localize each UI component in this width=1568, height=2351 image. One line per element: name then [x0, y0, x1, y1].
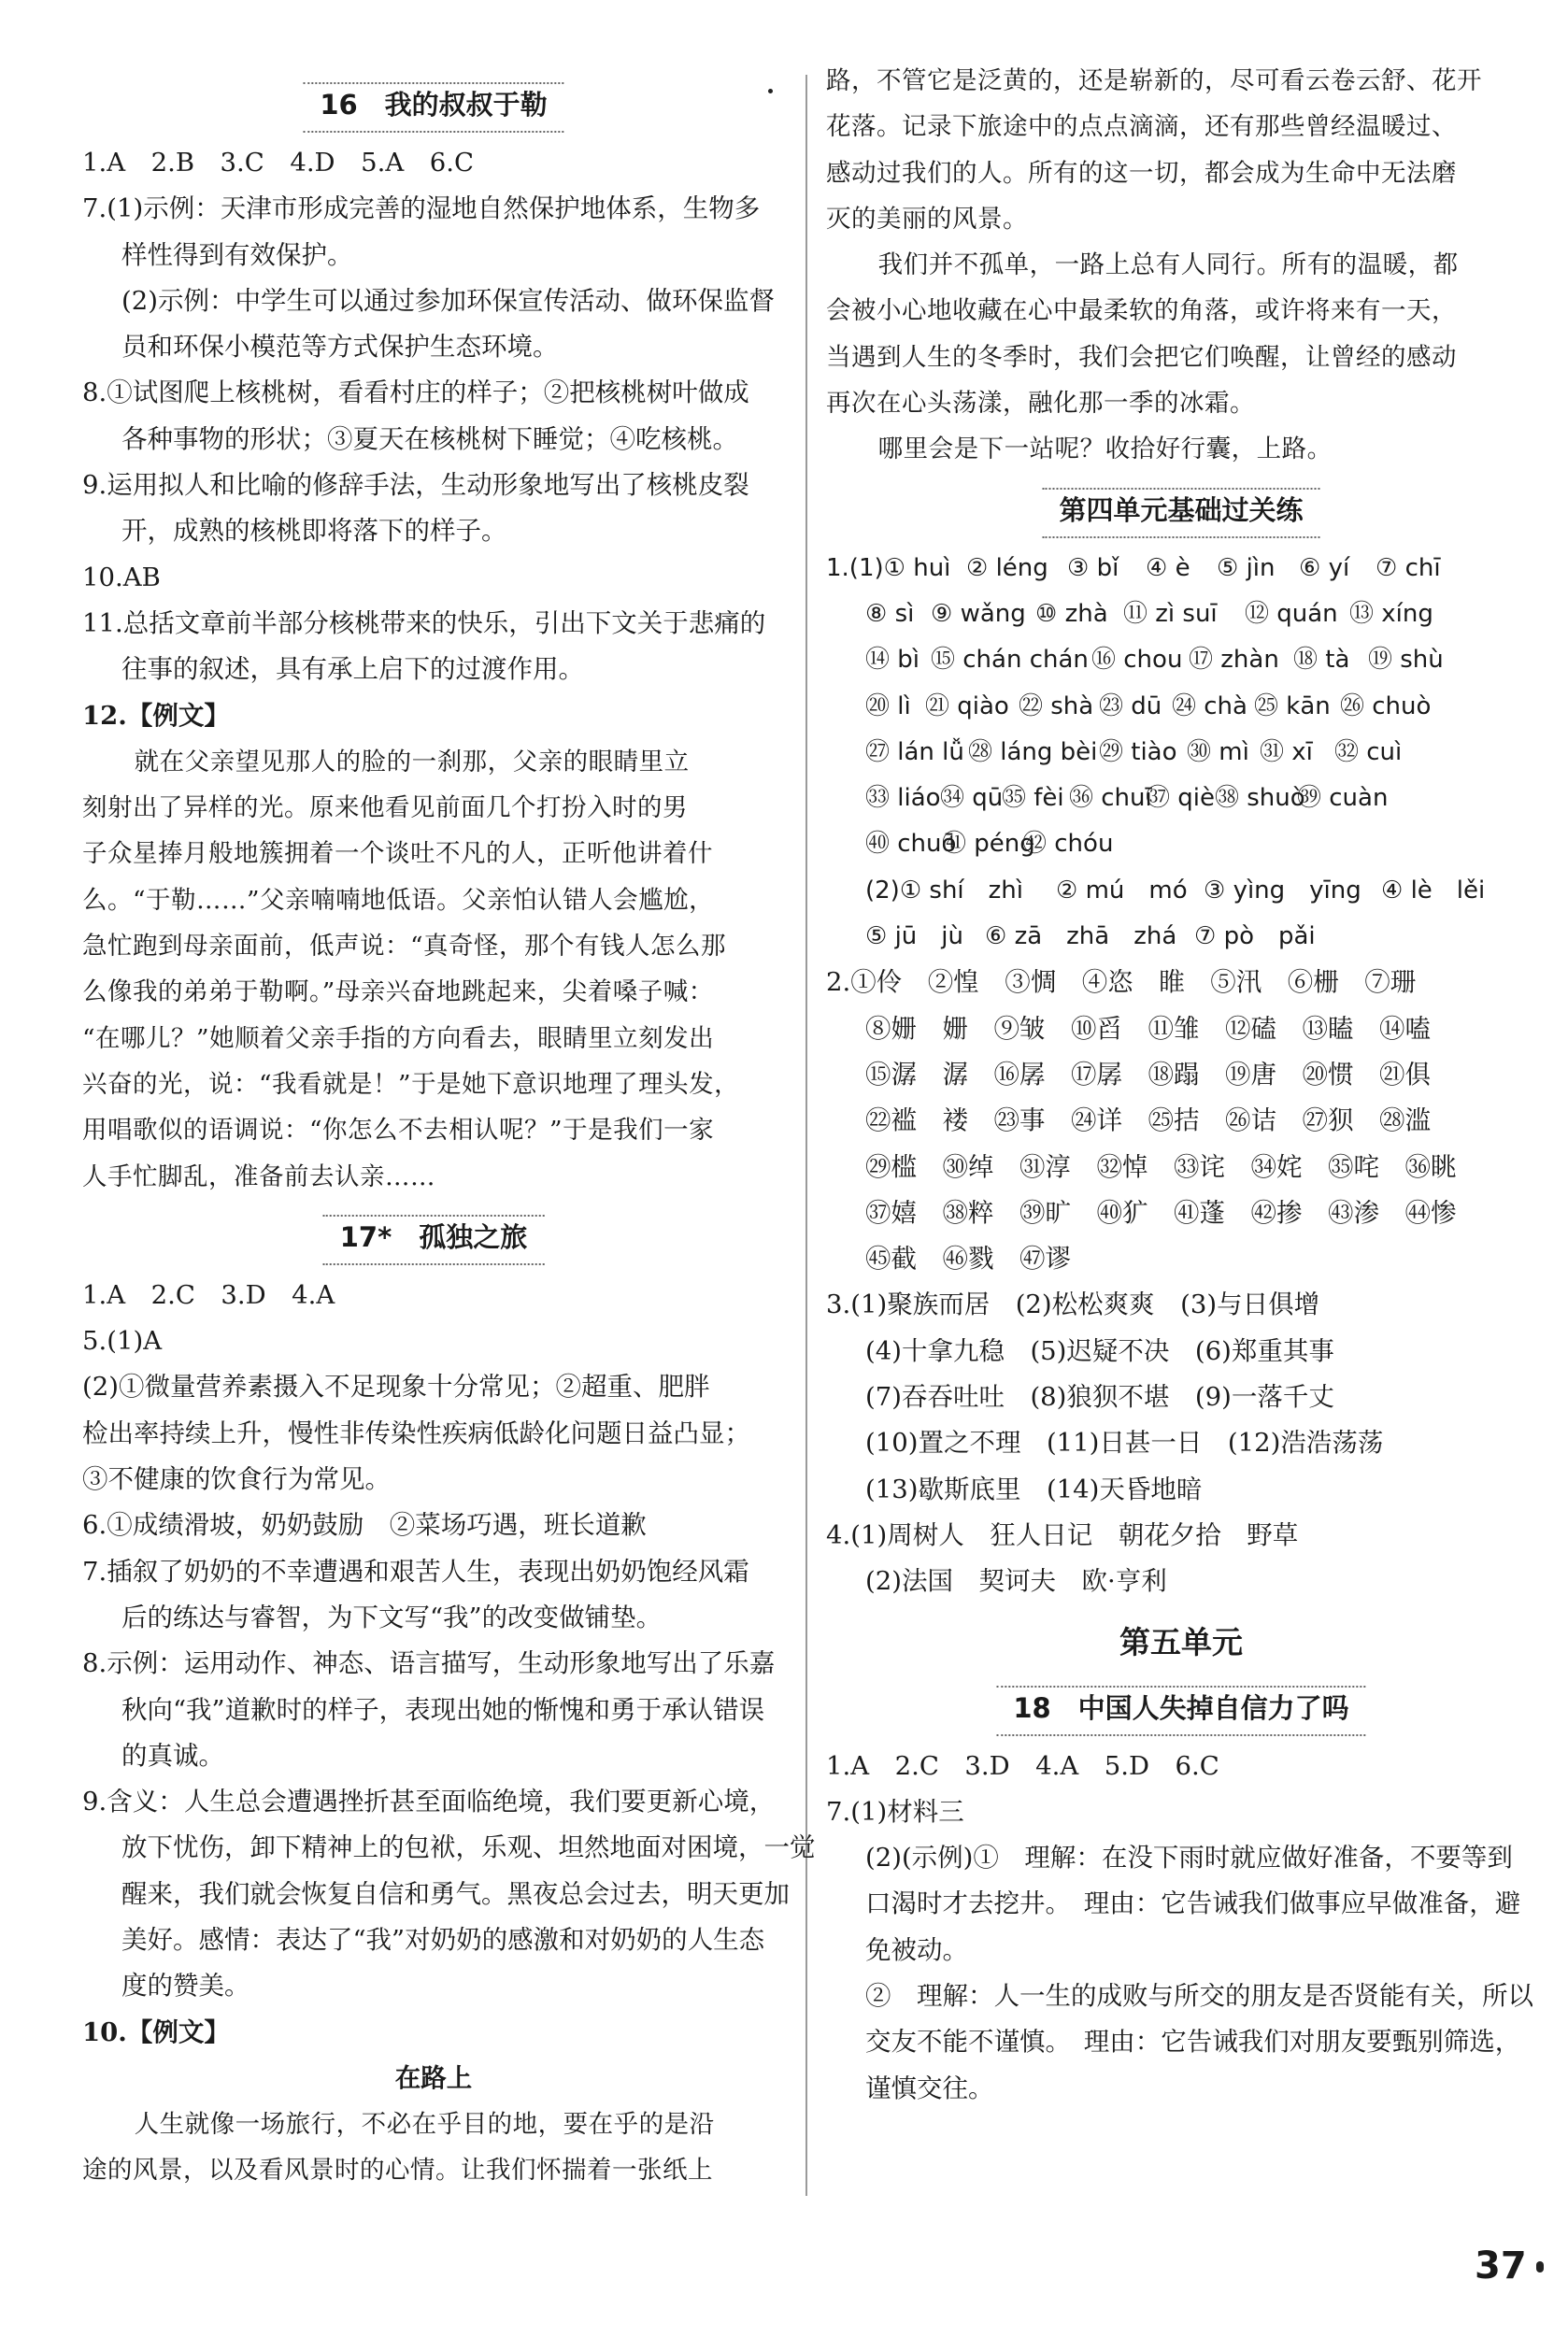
pinyin-row: [826, 776, 1536, 821]
answer-line: 7.(1)示例：天津市形成完善的湿地自然保护地体系，生物多: [82, 193, 761, 224]
answer-line: ⑧姗 姗 ⑨皱 ⑩舀 ⑪雏 ⑫磕 ⑬瞌 ⑭嗑: [865, 1013, 1431, 1044]
essay-line: 感动过我们的人。所有的这一切，都会成为生命中无法磨: [826, 158, 1457, 188]
page-marker: [1536, 2261, 1544, 2273]
essay-line: 兴奋的光，说：“我看就是！”于是她下意识地理了理头发，: [82, 1069, 740, 1099]
answer-line: 3.(1)聚族而居 (2)松松爽爽 (3)与日俱增: [826, 1289, 1320, 1320]
answer-line: (13)歇斯底里 (14)天昏地暗: [865, 1474, 1203, 1504]
answer-line: (2)①微量营养素摄入不足现象十分常见；②超重、肥胖: [82, 1372, 710, 1403]
pinyin-item: ㊵ chuō: [865, 830, 957, 859]
section-title: 18 中国人失掉自信力了吗: [996, 1686, 1365, 1736]
pinyin-item: ㊷ chóu: [1022, 830, 1114, 859]
section-17-header: [82, 1211, 785, 1267]
pinyin-item: ㉖ chuò: [1340, 691, 1432, 720]
pinyin-item: ⑫ quán: [1245, 599, 1338, 628]
answer-line: ㊺截 ㊻戮 ㊼谬: [865, 1244, 1071, 1275]
pinyin-item: ⑦ chī: [1376, 553, 1441, 582]
pinyin-item: ⑯ chou: [1091, 646, 1183, 675]
pinyin-row: [826, 730, 1536, 776]
pinyin-row: [826, 591, 1536, 637]
answer-line: 6.①成绩滑坡，奶奶鼓励 ②菜场巧遇，班长道歉: [82, 1510, 647, 1541]
pinyin-row: [826, 546, 1536, 591]
section-16-header: [82, 78, 785, 135]
answer-line: 9.含义：人生总会遭遇挫折甚至面临绝境，我们要更新心境，: [82, 1787, 776, 1817]
answer-line: (7)吞吞吐吐 (8)狼狈不堪 (9)一落千丈: [865, 1382, 1334, 1413]
answer-line: 9.运用拟人和比喻的修辞手法，生动形象地写出了核桃皮裂: [82, 470, 749, 501]
pinyin-item: ㉓ dū: [1099, 691, 1162, 720]
essay-line: 我们并不孤单，一路上总有人同行。所有的温暖，都: [877, 250, 1459, 280]
answer-line: 员和环保小模范等方式保护生态环境。: [121, 332, 559, 363]
pinyin-item: ㉕ kān: [1254, 691, 1331, 720]
pinyin-item: ⑰ zhàn: [1189, 646, 1279, 675]
answer-line: 11.总括文章前半部分核桃带来的快乐，引出下文关于悲痛的: [82, 607, 766, 638]
answer-line: ㉒褴 褛 ㉓事 ㉔详 ㉕拮 ㉖诘 ㉗狈 ㉘滥: [865, 1105, 1431, 1136]
pinyin-item: ㉙ tiào: [1099, 737, 1177, 766]
answer-line: 10.【例文】: [82, 2016, 230, 2047]
pinyin-item: (2)① shí zhì: [865, 876, 1024, 905]
pinyin-item: ⑥ yí: [1299, 553, 1350, 582]
unit-4-header: [826, 484, 1536, 540]
answer-line: 放下忧伤，卸下精神上的包袱，乐观、坦然地面对困境，一觉: [121, 1832, 816, 1863]
essay-line: 么。“于勒……”父亲喃喃地低语。父亲怕认错人会尴尬，: [82, 885, 715, 915]
answer-line: ㉙槛 ㉚绰 ㉛淳 ㉜悼 ㉝诧 ㉞姹 ㉟咤 ㊱眺: [865, 1151, 1457, 1182]
answer-line: 1.A 2.C 3.D 4.A: [82, 1279, 335, 1310]
pinyin-item: ㉔ chà: [1172, 691, 1247, 720]
essay-line: 路，不管它是泛黄的，还是崭新的，尽可看云卷云舒、花开: [826, 66, 1482, 95]
pinyin-item: ㉝ liáo: [865, 784, 941, 813]
pinyin-item: ⑱ tà: [1293, 646, 1350, 675]
pinyin-item: ㉛ xī: [1260, 737, 1313, 766]
answer-line: ⑮潺 潺 ⑯孱 ⑰孱 ⑱蹋 ⑲唐 ⑳惯 ㉑俱: [865, 1059, 1431, 1090]
pinyin-item: ㊲ qiè: [1146, 784, 1215, 813]
pinyin-row: [826, 914, 1536, 960]
answer-line: 5.(1)A: [82, 1326, 163, 1357]
answer-line: (2)示例：中学生可以通过参加环保宣传活动、做环保监督: [121, 285, 775, 316]
essay-line: 用唱歌似的语调说：“你怎么不去相认呢？”于是我们一家: [82, 1116, 715, 1146]
pinyin-row: [826, 637, 1536, 683]
pinyin-item: ㉘ láng bèi: [968, 737, 1098, 766]
section-title: 17* 孤独之旅: [323, 1215, 545, 1265]
pinyin-item: ㉟ fèi: [1002, 784, 1064, 813]
answer-line: 美好。感情：表达了“我”对奶奶的感激和对奶奶的人生态: [121, 1924, 765, 1955]
answer-line: 醒来，我们就会恢复自信和勇气。黑夜总会过去，明天更加: [121, 1878, 790, 1909]
pinyin-item: ㉒ shà: [1019, 691, 1094, 720]
unit-5-title: 第五单元: [1119, 1623, 1243, 1660]
answer-line: 后的练达与睿智，为下文写“我”的改变做铺垫。: [121, 1602, 663, 1632]
answer-line: 样性得到有效保护。: [121, 239, 353, 270]
answer-line: 的真诚。: [121, 1740, 224, 1771]
answer-line: 度的赞美。: [121, 1971, 250, 2002]
answer-line: 往事的叙述，具有承上启下的过渡作用。: [121, 654, 584, 685]
essay-line: 么像我的弟弟于勒啊。”母亲兴奋地跳起来，尖着嗓子喊：: [82, 977, 714, 1007]
essay-line: 再次在心头荡漾，融化那一季的冰霜。: [826, 389, 1255, 419]
answer-line: 秋向“我”道歉时的样子，表现出她的惭愧和勇于承认错误: [121, 1694, 765, 1725]
answer-line: 10.AB: [82, 562, 161, 592]
pinyin-item: ⑨ wǎng: [931, 599, 1026, 628]
essay-line: 途的风景，以及看风景时的心情。让我们怀揣着一张纸上: [82, 2156, 713, 2186]
pinyin-item: ⑲ shù: [1368, 646, 1444, 675]
pinyin-item: ② léng: [966, 553, 1048, 582]
pinyin-item: ㉞ qū: [940, 784, 1004, 813]
pinyin-item: ㊴ cuàn: [1297, 784, 1389, 813]
pinyin-item: ② mú mó: [1056, 876, 1188, 905]
pinyin-item: ㉚ mì: [1187, 737, 1249, 766]
answer-line: (10)置之不理 (11)日甚一日 (12)浩浩荡荡: [865, 1428, 1384, 1459]
answer-line: ② 理解：人一生的成败与所交的朋友是否贤能有关，所以: [865, 1980, 1533, 2011]
pinyin-item: ㉗ lán lǚ: [865, 737, 964, 766]
pinyin-item: ⑦ pò pǎi: [1194, 922, 1316, 951]
answer-line: 开，成熟的核桃即将落下的样子。: [121, 516, 507, 547]
pinyin-item: ㊶ péng: [942, 830, 1035, 859]
answer-line: (2)(示例)① 理解：在没下雨时就应做好准备，不要等到: [865, 1843, 1513, 1874]
essay-line: 急忙跑到母亲面前，低声说：“真奇怪，那个有钱人怎么那: [82, 932, 727, 962]
answer-line: 口渴时才去挖井。 理由：它告诫我们做事应早做准备，避: [865, 1888, 1521, 1919]
pinyin-item: ③ yìng yīng: [1204, 876, 1361, 905]
pinyin-item: ⑬ xíng: [1349, 599, 1433, 628]
answer-line: 7.(1)材料三: [826, 1796, 964, 1827]
answer-line: (2)法国 契诃夫 欧·亨利: [865, 1566, 1167, 1597]
essay-line: 会被小心地收藏在心中最柔软的角落，或许将来有一天，: [826, 296, 1457, 326]
answer-line: ③不健康的饮食行为常见。: [82, 1464, 391, 1495]
answer-line: 免被动。: [865, 1934, 968, 1965]
pinyin-item: ⑭ bì: [865, 646, 919, 675]
pinyin-item: ④ lè lěi: [1381, 876, 1486, 905]
pinyin-item: ⑳ lì: [865, 691, 911, 720]
pinyin-item: ⑮ chán chán: [931, 646, 1089, 675]
answer-line: 8.示例：运用动作、神态、语言描写，生动形象地写出了乐嘉: [82, 1648, 776, 1679]
left-column: [82, 67, 816, 2194]
essay-line: 哪里会是下一站呢？收拾好行囊，上路。: [877, 435, 1333, 464]
pinyin-item: ⑩ zhà: [1035, 599, 1108, 628]
essay-line: 就在父亲望见那人的脸的一刹那，父亲的眼睛里立: [134, 747, 690, 777]
right-column: [826, 58, 1536, 2112]
answer-line: 7.插叙了奶奶的不幸遭遇和艰苦人生，表现出奶奶饱经风霜: [82, 1556, 749, 1587]
answer-line: (4)十拿九稳 (5)迟疑不决 (6)郑重其事: [865, 1335, 1334, 1366]
answer-line: 8.①试图爬上核桃树，看看村庄的样子；②把核桃树叶做成: [82, 378, 749, 408]
pinyin-item: ㉑ qiào: [925, 691, 1009, 720]
pinyin-item: ⑪ zì suī: [1123, 599, 1218, 628]
pinyin-item: ㉜ cuì: [1334, 737, 1403, 766]
essay-title: 在路上: [394, 2062, 473, 2093]
pinyin-item: ⑧ sì: [865, 599, 915, 628]
pinyin-row: [826, 868, 1536, 914]
answer-line: ㊲嬉 ㊳粹 ㊴旷 ㊵犷 ㊶蓬 ㊷掺 ㊸渗 ㊹惨: [865, 1197, 1457, 1228]
pinyin-item: ④ è: [1146, 553, 1190, 582]
answer-line: 检出率持续上升，慢性非传染性疾病低龄化问题日益凸显；: [82, 1418, 750, 1448]
answer-line: 4.(1)周树人 狂人日记 朝花夕拾 野草: [826, 1519, 1299, 1550]
pinyin-item: 1.(1)① huì: [826, 553, 951, 582]
answer-line: 2.①伶 ②惶 ③惆 ④恣 睢 ⑤汛 ⑥栅 ⑦珊: [826, 967, 1417, 998]
pinyin-item: ⑥ zā zhā zhá: [985, 922, 1177, 951]
pinyin-item: ㊱ chuī: [1069, 784, 1152, 813]
pinyin-item: ⑤ jìn: [1217, 553, 1276, 582]
essay-line: 人生就像一场旅行，不必在乎目的地，要在乎的是沿: [134, 2110, 715, 2140]
pinyin-row: [826, 821, 1536, 867]
pinyin-item: ③ bǐ: [1067, 553, 1119, 582]
section-title: 16 我的叔叔于勒: [303, 82, 563, 133]
pinyin-item: ㊳ shuò: [1215, 784, 1305, 813]
answer-line: 各种事物的形状；③夏天在核桃树下睡觉；④吃核桃。: [121, 423, 738, 454]
essay-line: “在哪儿？”她顺着父亲手指的方向看去，眼睛里立刻发出: [82, 1023, 715, 1053]
column-divider: [805, 75, 807, 2196]
answer-line: 1.A 2.C 3.D 4.A 5.D 6.C: [826, 1750, 1219, 1781]
pinyin-row: [826, 684, 1536, 730]
answer-line: 交友不能不谨慎。 理由：它告诫我们对朋友要甄别筛选，: [865, 2027, 1521, 2058]
answer-line: 1.A 2.B 3.C 4.D 5.A 6.C: [82, 148, 474, 178]
essay-line: 花落。记录下旅途中的点点滴滴，还有那些曾经温暖过、: [826, 112, 1457, 142]
page-number: 37: [1475, 2244, 1527, 2287]
essay-line: 当遇到人生的冬季时，我们会把它们唤醒，让曾经的感动: [826, 342, 1457, 372]
essay-line: 子众星捧月般地簇拥着一个谈吐不凡的人，正听他讲着什: [82, 839, 713, 869]
section-18-header: [826, 1682, 1536, 1738]
answer-line: 谨慎交往。: [865, 2073, 994, 2103]
section-title: 第四单元基础过关练: [1042, 488, 1319, 538]
essay-line: 人手忙脚乱，准备前去认亲……: [82, 1161, 435, 1191]
essay-line: 灭的美丽的风景。: [826, 204, 1028, 234]
pinyin-item: ⑤ jū jù: [865, 922, 963, 951]
essay-line: 刻射出了异样的光。原来他看见前面几个打扮入时的男: [82, 793, 688, 823]
answer-line: 12.【例文】: [82, 700, 230, 731]
